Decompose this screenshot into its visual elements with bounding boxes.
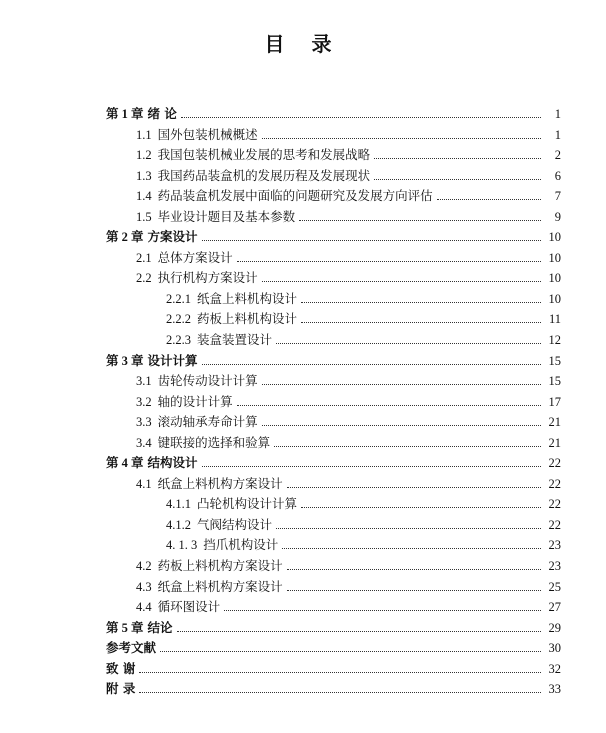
toc-chapter-entry[interactable] — [106, 659, 561, 680]
toc-dot-leader — [224, 610, 541, 611]
toc-page-number: 21 — [548, 435, 561, 450]
toc-section-entry[interactable] — [106, 186, 561, 207]
toc-section-entry[interactable] — [106, 309, 561, 330]
toc-page-number: 32 — [548, 661, 561, 676]
toc-dot-leader — [374, 158, 541, 159]
toc-entry-number: 3.3 — [136, 415, 152, 430]
toc-entry-title: 药品装盒机发展中面临的问题研究及发展方向评估 — [157, 188, 433, 204]
toc-entry-title: 纸盒上料机构方案设计 — [157, 475, 283, 491]
toc-section-entry[interactable] — [106, 392, 561, 413]
toc-entry-number: 2.1 — [136, 250, 152, 265]
toc-entry-number: 4.1.1 — [166, 497, 191, 512]
toc-page-number: 12 — [548, 333, 561, 348]
toc-dot-leader — [139, 692, 541, 693]
toc-chapter-entry[interactable] — [106, 618, 561, 639]
toc-entry-title: 总体方案设计 — [157, 249, 233, 265]
toc-dot-leader — [160, 651, 541, 652]
toc-page-number: 17 — [548, 394, 561, 409]
toc-entry-title: 结论 — [147, 619, 173, 635]
toc-section-entry[interactable] — [106, 494, 561, 515]
toc-entry-title: 纸盒上料机构设计 — [197, 290, 298, 306]
toc-entry-number: 1.2 — [136, 148, 152, 163]
toc-page-number: 10 — [548, 230, 561, 245]
toc-chapter-entry[interactable] — [106, 638, 561, 659]
toc-dot-leader — [139, 672, 541, 673]
toc-dot-leader — [301, 507, 541, 508]
toc-section-entry[interactable] — [106, 535, 561, 556]
toc-section-entry[interactable] — [106, 412, 561, 433]
toc-entry-number: 2.2 — [136, 271, 152, 286]
toc-dot-leader — [237, 405, 541, 406]
toc-page-number: 15 — [548, 353, 561, 368]
toc-dot-leader — [282, 548, 541, 549]
toc-entry-number: 2.2.3 — [166, 333, 191, 348]
toc-dot-leader — [202, 466, 541, 467]
toc-page-number: 22 — [548, 517, 561, 532]
toc-entry-number: 4.1 — [136, 476, 152, 491]
toc-page-number: 23 — [548, 559, 561, 574]
toc-entry-number: 第 3 章 — [106, 353, 144, 368]
toc-page-number: 33 — [548, 682, 561, 697]
toc-title: 目 录 — [264, 32, 342, 56]
toc-page-number: 1 — [554, 127, 561, 142]
toc-chapter-entry[interactable] — [106, 453, 561, 474]
toc-entry-number: 1.1 — [136, 127, 152, 142]
toc-section-entry[interactable] — [106, 556, 561, 577]
toc-dot-leader — [177, 631, 541, 632]
toc-page-number: 27 — [548, 600, 561, 615]
toc-dot-leader — [262, 384, 541, 385]
toc-entry-title: 装盒装置设计 — [197, 332, 273, 348]
toc-entry-number: 1.4 — [136, 189, 152, 204]
toc-entry-title: 药板上料机构方案设计 — [157, 558, 283, 574]
toc-entry-title: 轴的设计计算 — [157, 393, 233, 409]
toc-section-entry[interactable] — [106, 330, 561, 351]
toc-page-number: 29 — [548, 620, 561, 635]
toc-entry-title: 纸盒上料机构方案设计 — [157, 578, 283, 594]
toc-section-entry[interactable] — [106, 145, 561, 166]
toc-entry-title: 药板上料机构设计 — [197, 311, 298, 327]
toc-entry-title: 滚动轴承寿命计算 — [157, 414, 258, 430]
toc-section-entry[interactable] — [106, 597, 561, 618]
toc-page-number: 7 — [554, 189, 561, 204]
toc-page-number: 11 — [548, 312, 561, 327]
toc-dot-leader — [181, 117, 541, 118]
toc-entry-number: 4.1.2 — [166, 517, 191, 532]
toc-entry-title: 循环图设计 — [157, 599, 221, 615]
toc-entry-title: 气阀结构设计 — [197, 516, 273, 532]
toc-section-entry[interactable] — [106, 433, 561, 454]
toc-entry-number: 2.2.2 — [166, 312, 191, 327]
toc-section-entry[interactable] — [106, 515, 561, 536]
toc-entry-title: 设计计算 — [147, 352, 198, 368]
toc-dot-leader — [276, 343, 541, 344]
toc-dot-leader — [437, 199, 541, 200]
toc-dot-leader — [202, 364, 541, 365]
toc-page-number: 1 — [554, 107, 561, 121]
toc-entry-title: 结构设计 — [147, 455, 198, 471]
toc-page-number: 25 — [548, 579, 561, 594]
toc-entry-number: 3.4 — [136, 435, 152, 450]
toc-entry-title: 参考文献 — [106, 640, 157, 656]
toc-dot-leader — [301, 302, 541, 303]
toc-entry-title: 执行机构方案设计 — [157, 270, 258, 286]
toc-entry-title: 致 谢 — [106, 660, 136, 676]
toc-entry-number: 第 1 章 — [106, 107, 144, 121]
toc-page-number: 10 — [548, 271, 561, 286]
toc-page-number: 6 — [554, 168, 561, 183]
toc-page-number: 9 — [554, 209, 561, 224]
toc-entry-number: 第 4 章 — [106, 456, 144, 471]
toc-dot-leader — [287, 569, 541, 570]
toc-dot-leader — [274, 446, 541, 447]
toc-dot-leader — [262, 138, 541, 139]
toc-dot-leader — [374, 179, 541, 180]
toc-entry-title: 挡爪机构设计 — [203, 537, 279, 553]
toc-entry-title: 键联接的选择和验算 — [157, 434, 271, 450]
toc-entry-number: 1.3 — [136, 168, 152, 183]
toc-entry-title: 毕业设计题目及基本参数 — [157, 208, 296, 224]
toc-page-number: 23 — [548, 538, 561, 553]
toc-section-entry[interactable] — [106, 166, 561, 187]
toc-dot-leader — [237, 261, 541, 262]
toc-page-number: 2 — [554, 148, 561, 163]
toc-dot-leader — [276, 528, 541, 529]
toc-section-entry[interactable] — [106, 371, 561, 392]
toc-dot-leader — [301, 322, 541, 323]
toc-dot-leader — [299, 220, 541, 221]
toc-section-entry[interactable] — [106, 125, 561, 146]
toc-section-entry[interactable] — [106, 268, 561, 289]
toc-entry-title: 齿轮传动设计计算 — [157, 373, 258, 389]
toc-page-number: 10 — [548, 291, 561, 306]
toc-page-number: 30 — [548, 641, 561, 656]
toc-section-entry[interactable] — [106, 207, 561, 228]
toc-page-number: 15 — [548, 374, 561, 389]
toc-chapter-entry[interactable] — [106, 227, 561, 248]
toc-page-number: 22 — [548, 476, 561, 491]
toc-page-number: 22 — [548, 497, 561, 512]
toc-page-number: 21 — [548, 415, 561, 430]
toc-entry-number: 4.3 — [136, 579, 152, 594]
toc-entry-title: 绪 论 — [147, 106, 177, 121]
toc-dot-leader — [287, 487, 541, 488]
toc-chapter-entry[interactable] — [106, 679, 561, 700]
toc-section-entry[interactable] — [106, 577, 561, 598]
toc-entry-title: 国外包装机械概述 — [157, 126, 258, 142]
toc-entry-title: 我国包装机械业发展的思考和发展战略 — [157, 147, 371, 163]
toc-entry-title: 附 录 — [106, 681, 136, 697]
toc-entry-number: 第 2 章 — [106, 230, 144, 245]
toc-chapter-entry[interactable] — [106, 104, 561, 125]
toc-dot-leader — [262, 281, 541, 282]
toc-entry-number: 4.4 — [136, 600, 152, 615]
toc-entry-number: 4.2 — [136, 559, 152, 574]
toc-entry-title: 方案设计 — [147, 229, 198, 245]
toc-entry-title: 我国药品装盒机的发展历程及发展现状 — [157, 167, 371, 183]
toc-entry-number: 1.5 — [136, 209, 152, 224]
toc-section-entry[interactable] — [106, 474, 561, 495]
toc-section-entry[interactable] — [106, 289, 561, 310]
toc-dot-leader — [262, 425, 541, 426]
table-of-contents — [106, 104, 561, 700]
toc-entry-number: 3.1 — [136, 374, 152, 389]
toc-entry-number: 2.2.1 — [166, 291, 191, 306]
toc-entry-title: 凸轮机构设计计算 — [197, 496, 298, 512]
toc-page-number: 10 — [548, 250, 561, 265]
toc-page-number: 22 — [548, 456, 561, 471]
toc-entry-number: 第 5 章 — [106, 620, 144, 635]
toc-entry-number: 3.2 — [136, 394, 152, 409]
toc-entry-number: 4. 1. 3 — [166, 538, 198, 553]
toc-dot-leader — [202, 240, 541, 241]
toc-dot-leader — [287, 590, 541, 591]
toc-section-entry[interactable] — [106, 248, 561, 269]
toc-chapter-entry[interactable] — [106, 351, 561, 372]
